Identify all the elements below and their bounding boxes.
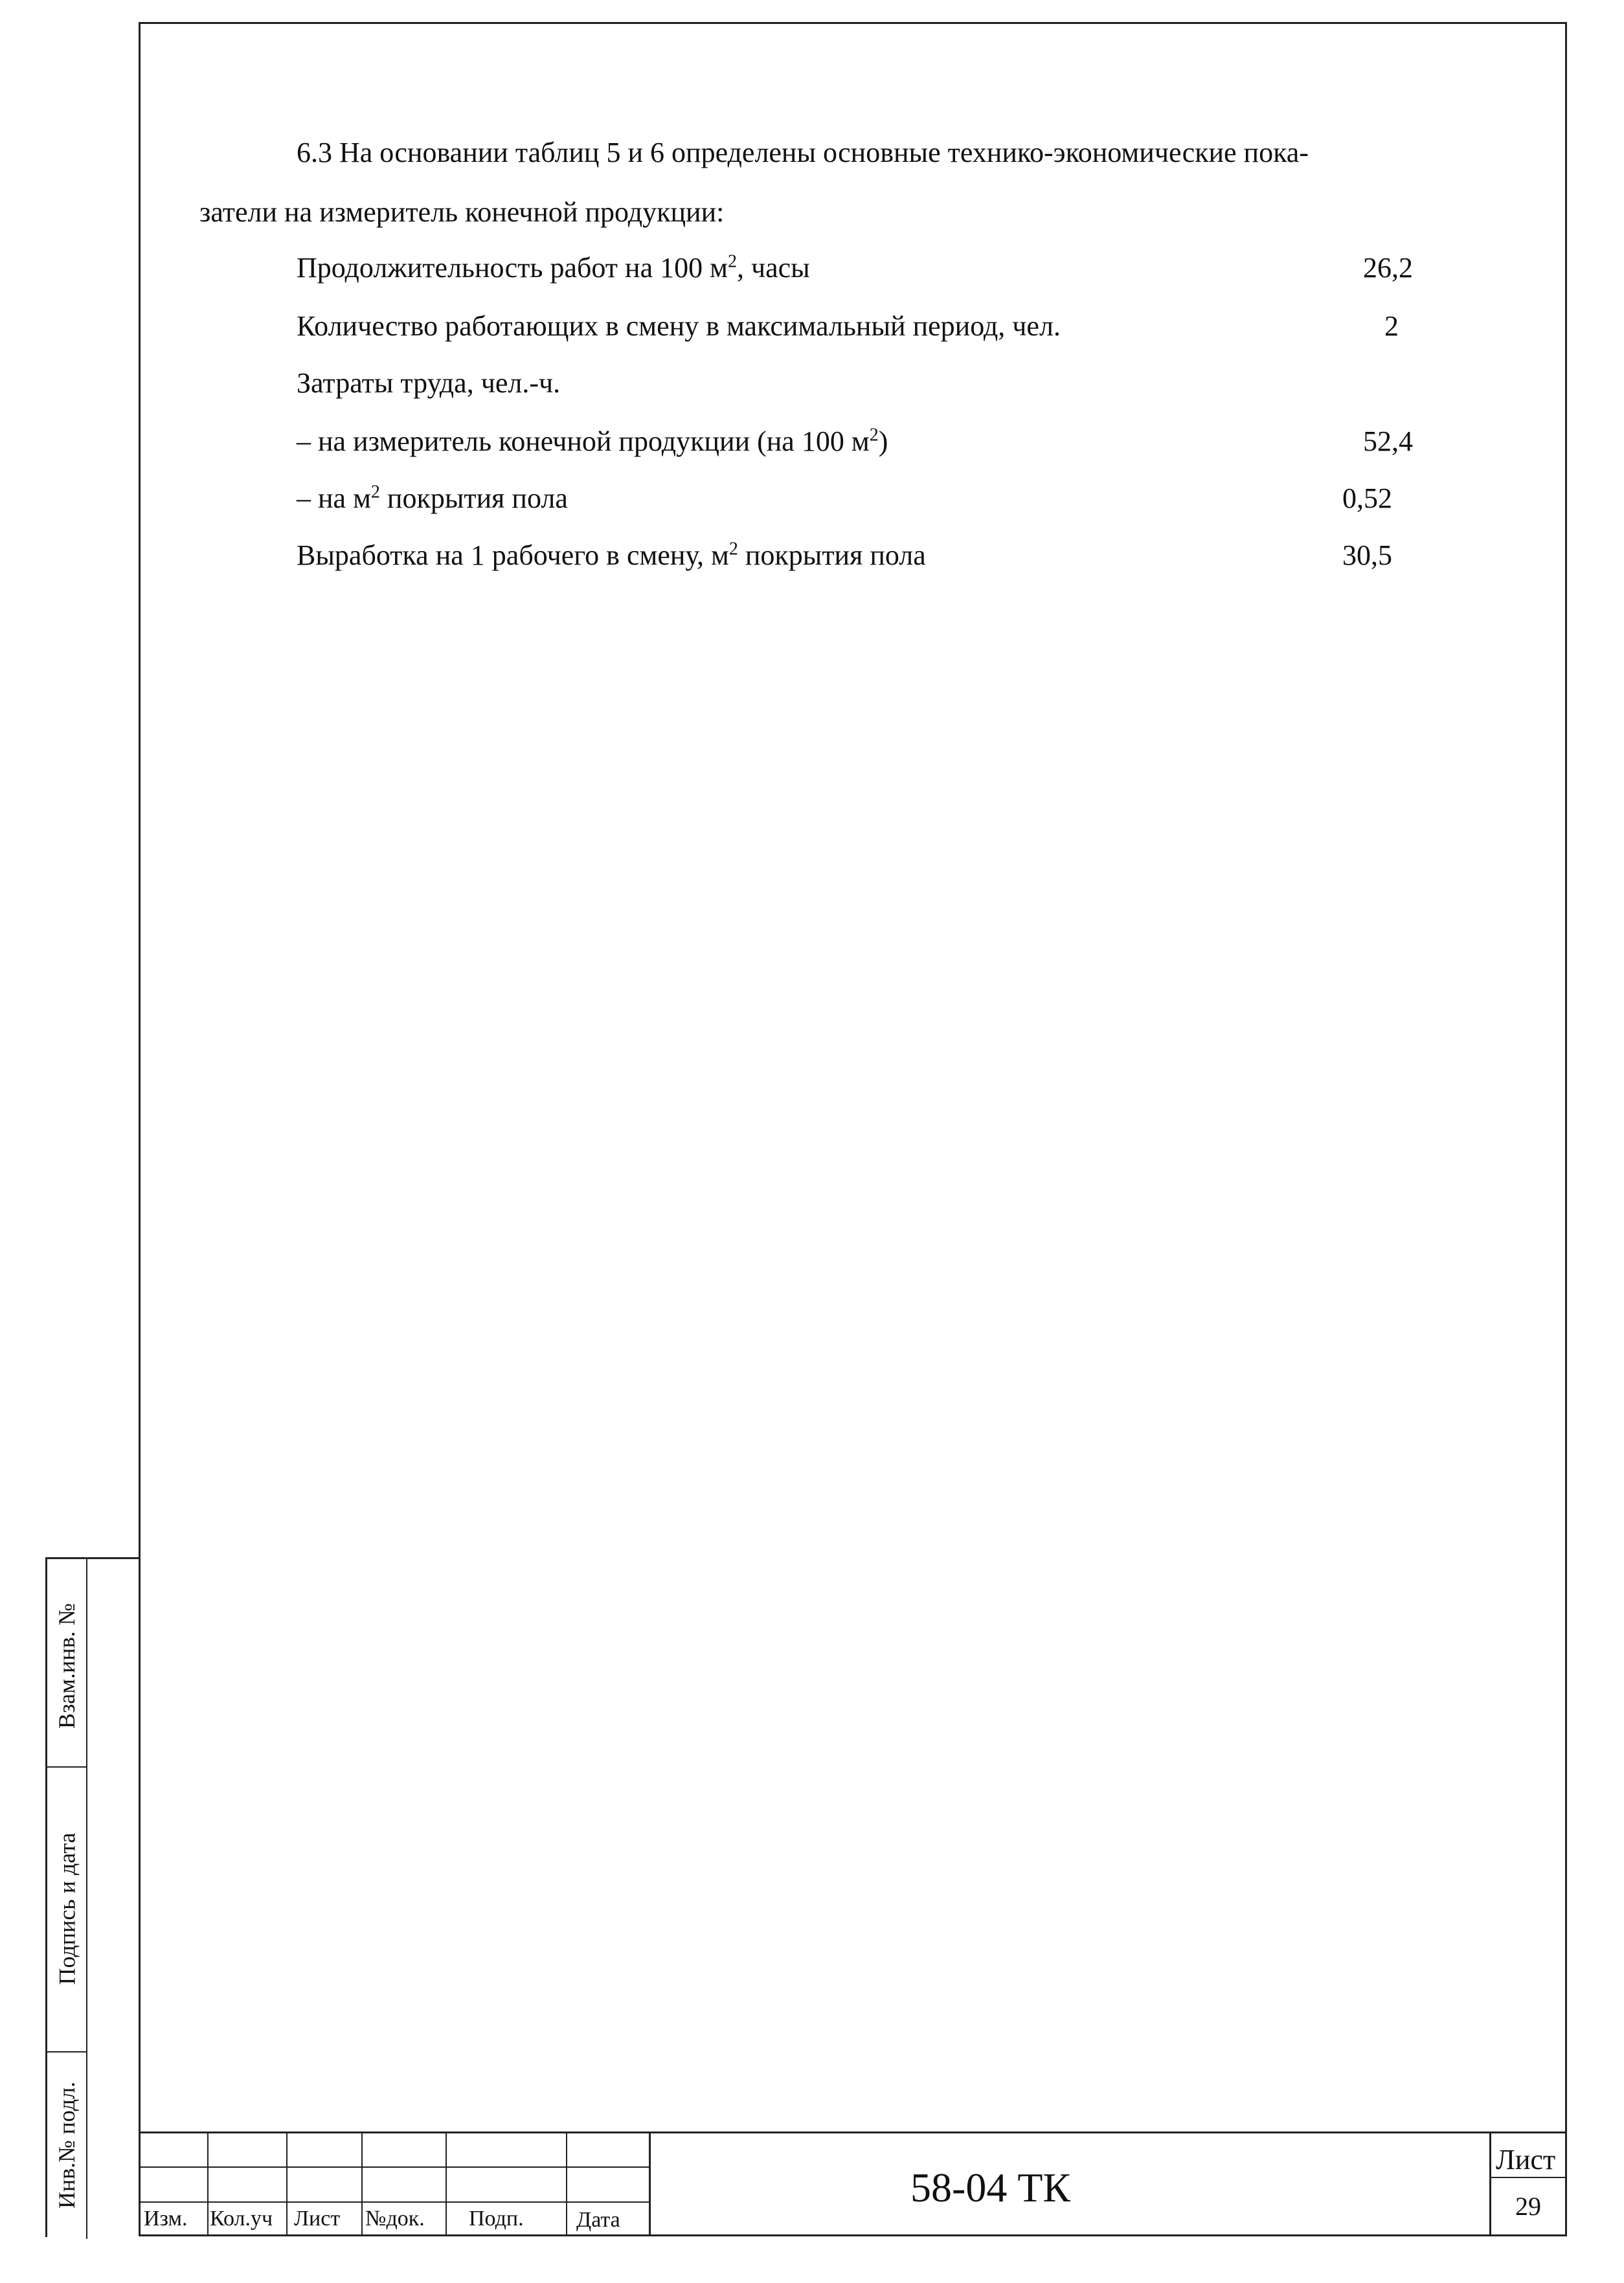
row-workers-value: 2 — [1384, 310, 1399, 342]
side-stamp-strip — [45, 1557, 139, 2237]
row-labor-per-unit-value: 52,4 — [1363, 425, 1413, 457]
superscript: 2 — [727, 251, 737, 272]
row-duration — [297, 251, 810, 284]
tb-col-line — [207, 2131, 209, 2236]
row-label: Затраты труда, чел.-ч. — [297, 367, 561, 399]
tb-col-data: Дата — [576, 2208, 620, 2232]
drawing-frame — [139, 22, 1567, 2236]
tb-col-kol: Кол.уч — [210, 2207, 273, 2231]
side-label-podpis: Подпись и дата — [54, 1832, 80, 1985]
tb-sheet-line — [1489, 2177, 1567, 2178]
row-labor-heading — [297, 369, 560, 398]
tb-row-line — [139, 2166, 649, 2168]
side-label-inv: Инв.№ подл. — [54, 2081, 80, 2209]
row-labor-per-unit — [297, 427, 888, 456]
row-label: Количество работающих в смену в максимальный период, чел. — [297, 310, 1061, 342]
row-labor-per-m2-value: 0,52 — [1342, 482, 1392, 514]
sheet-number: 29 — [1515, 2192, 1541, 2221]
tb-col-podp: Подп. — [469, 2207, 524, 2231]
superscript: 2 — [728, 539, 738, 559]
sheet-label: Лист — [1496, 2144, 1556, 2176]
tb-top-line — [139, 2131, 1567, 2133]
tb-col-line — [649, 2131, 651, 2236]
row-workers — [297, 312, 1061, 341]
tb-col-line — [566, 2131, 567, 2236]
side-divider — [47, 2051, 86, 2052]
superscript: 2 — [370, 482, 380, 502]
row-label-tail: ) — [878, 425, 888, 457]
row-label-tail: , часы — [736, 252, 810, 284]
tb-col-line — [361, 2131, 363, 2236]
title-block — [139, 2131, 1567, 2236]
tb-col-line — [1489, 2131, 1491, 2236]
row-labor-per-m2 — [297, 484, 568, 513]
tb-col-list: Лист — [294, 2207, 341, 2231]
row-label-tail: покрытия пола — [738, 539, 926, 571]
tb-col-ndok: №док. — [365, 2207, 425, 2231]
intro-line-2: затели на измеритель конечной продукции: — [199, 196, 725, 228]
tb-col-line — [445, 2131, 447, 2236]
row-label: – на измеритель конечной продукции (на 100 м — [297, 425, 870, 457]
tb-col-izm: Изм. — [144, 2207, 188, 2231]
superscript: 2 — [869, 425, 879, 445]
intro-line-1: 6.3 На основании таблиц 5 и 6 определены основные технико-экономические пока- — [297, 137, 1309, 168]
side-divider — [47, 1766, 86, 1768]
row-duration-value: 26,2 — [1363, 252, 1413, 284]
row-output — [297, 541, 926, 570]
row-label: Выработка на 1 рабочего в смену, м — [297, 539, 729, 571]
side-label-vzam: Взам.инв. № — [54, 1603, 80, 1729]
row-output-value: 30,5 — [1342, 539, 1392, 571]
tb-col-line — [286, 2131, 288, 2236]
tb-row-line — [139, 2201, 649, 2203]
row-label-tail: покрытия пола — [379, 482, 568, 514]
doc-code: 58-04 ТК — [910, 2165, 1071, 2210]
row-label: Продолжительность работ на 100 м — [297, 252, 728, 284]
row-label: – на м — [297, 482, 371, 514]
